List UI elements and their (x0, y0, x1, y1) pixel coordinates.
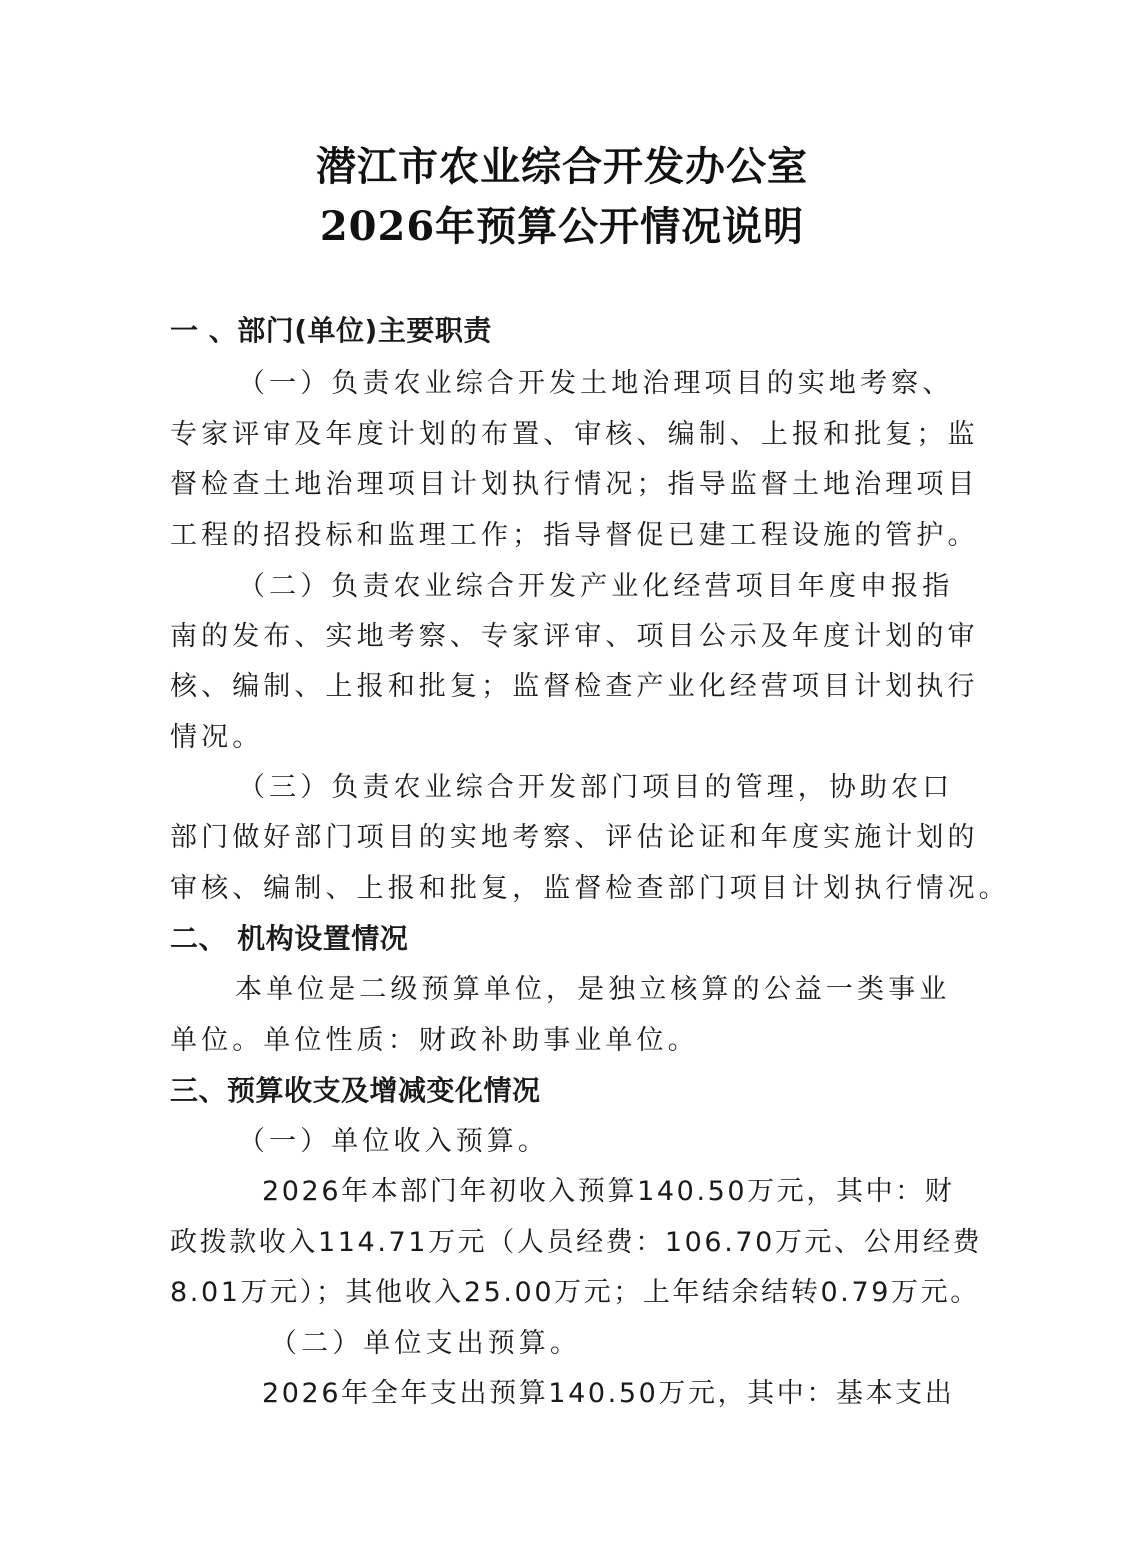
document-title-line-2: 2026年预算公开情况说明 (319, 203, 805, 250)
section-1-paragraph-2-line-1: （二）负责农业综合开发产业化经营项目年度申报指 (238, 571, 954, 602)
section-3-paragraph-1-line-3: 8.01万元）；其他收入25.00万元；上年结余结转0.79万元。 (170, 1277, 980, 1308)
section-1-paragraph-1-line-3: 督检查土地治理项目计划执行情况；指导监督土地治理项目 (170, 469, 979, 500)
section-2-heading: 二、 机构设置情况 (170, 922, 409, 955)
section-3-paragraph-1-line-1: 2026年本部门年初收入预算140.50万元，其中：财 (262, 1176, 955, 1207)
section-2-paragraph-line-1: 本单位是二级预算单位，是独立核算的公益一类事业 (235, 974, 951, 1005)
section-3-paragraph-2-line-1: 2026年全年支出预算140.50万元，其中：基本支出 (262, 1378, 955, 1409)
section-1-paragraph-1-line-1: （一）负责农业综合开发土地治理项目的实地考察、 (238, 368, 954, 399)
section-1-paragraph-1-line-2: 专家评审及年度计划的布置、审核、编制、上报和批复；监 (170, 419, 979, 450)
section-1-paragraph-2-line-3: 核、编制、上报和批复；监督检查产业化经营项目计划执行 (170, 671, 979, 702)
section-1-paragraph-2-line-4: 情况。 (170, 722, 264, 753)
section-2-paragraph-line-2: 单位。单位性质：财政补助事业单位。 (170, 1025, 699, 1056)
section-3-subheading-1: （一）单位收入预算。 (238, 1126, 549, 1157)
section-1-paragraph-3-line-3: 审核、编制、上报和批复，监督检查部门项目计划执行情况。 (170, 873, 1010, 904)
section-3-paragraph-1-line-2: 政拨款收入114.71万元（人员经费：106.70万元、公用经费 (170, 1227, 983, 1258)
section-1-heading: 一 、部门(单位)主要职责 (170, 314, 492, 347)
section-1-paragraph-3-line-2: 部门做好部门项目的实地考察、评估论证和年度实施计划的 (170, 822, 979, 853)
document-title-line-1: 潜江市农业综合开发办公室 (316, 143, 808, 190)
section-3-heading: 三、预算收支及增减变化情况 (170, 1074, 541, 1107)
section-1-paragraph-1-line-4: 工程的招投标和监理工作；指导督促已建工程设施的管护。 (170, 520, 979, 551)
section-1-paragraph-3-line-1: （三）负责农业综合开发部门项目的管理，协助农口 (238, 772, 954, 803)
section-3-subheading-2: （二）单位支出预算。 (270, 1328, 581, 1359)
section-1-paragraph-2-line-2: 南的发布、实地考察、专家评审、项目公示及年度计划的审 (170, 621, 979, 652)
